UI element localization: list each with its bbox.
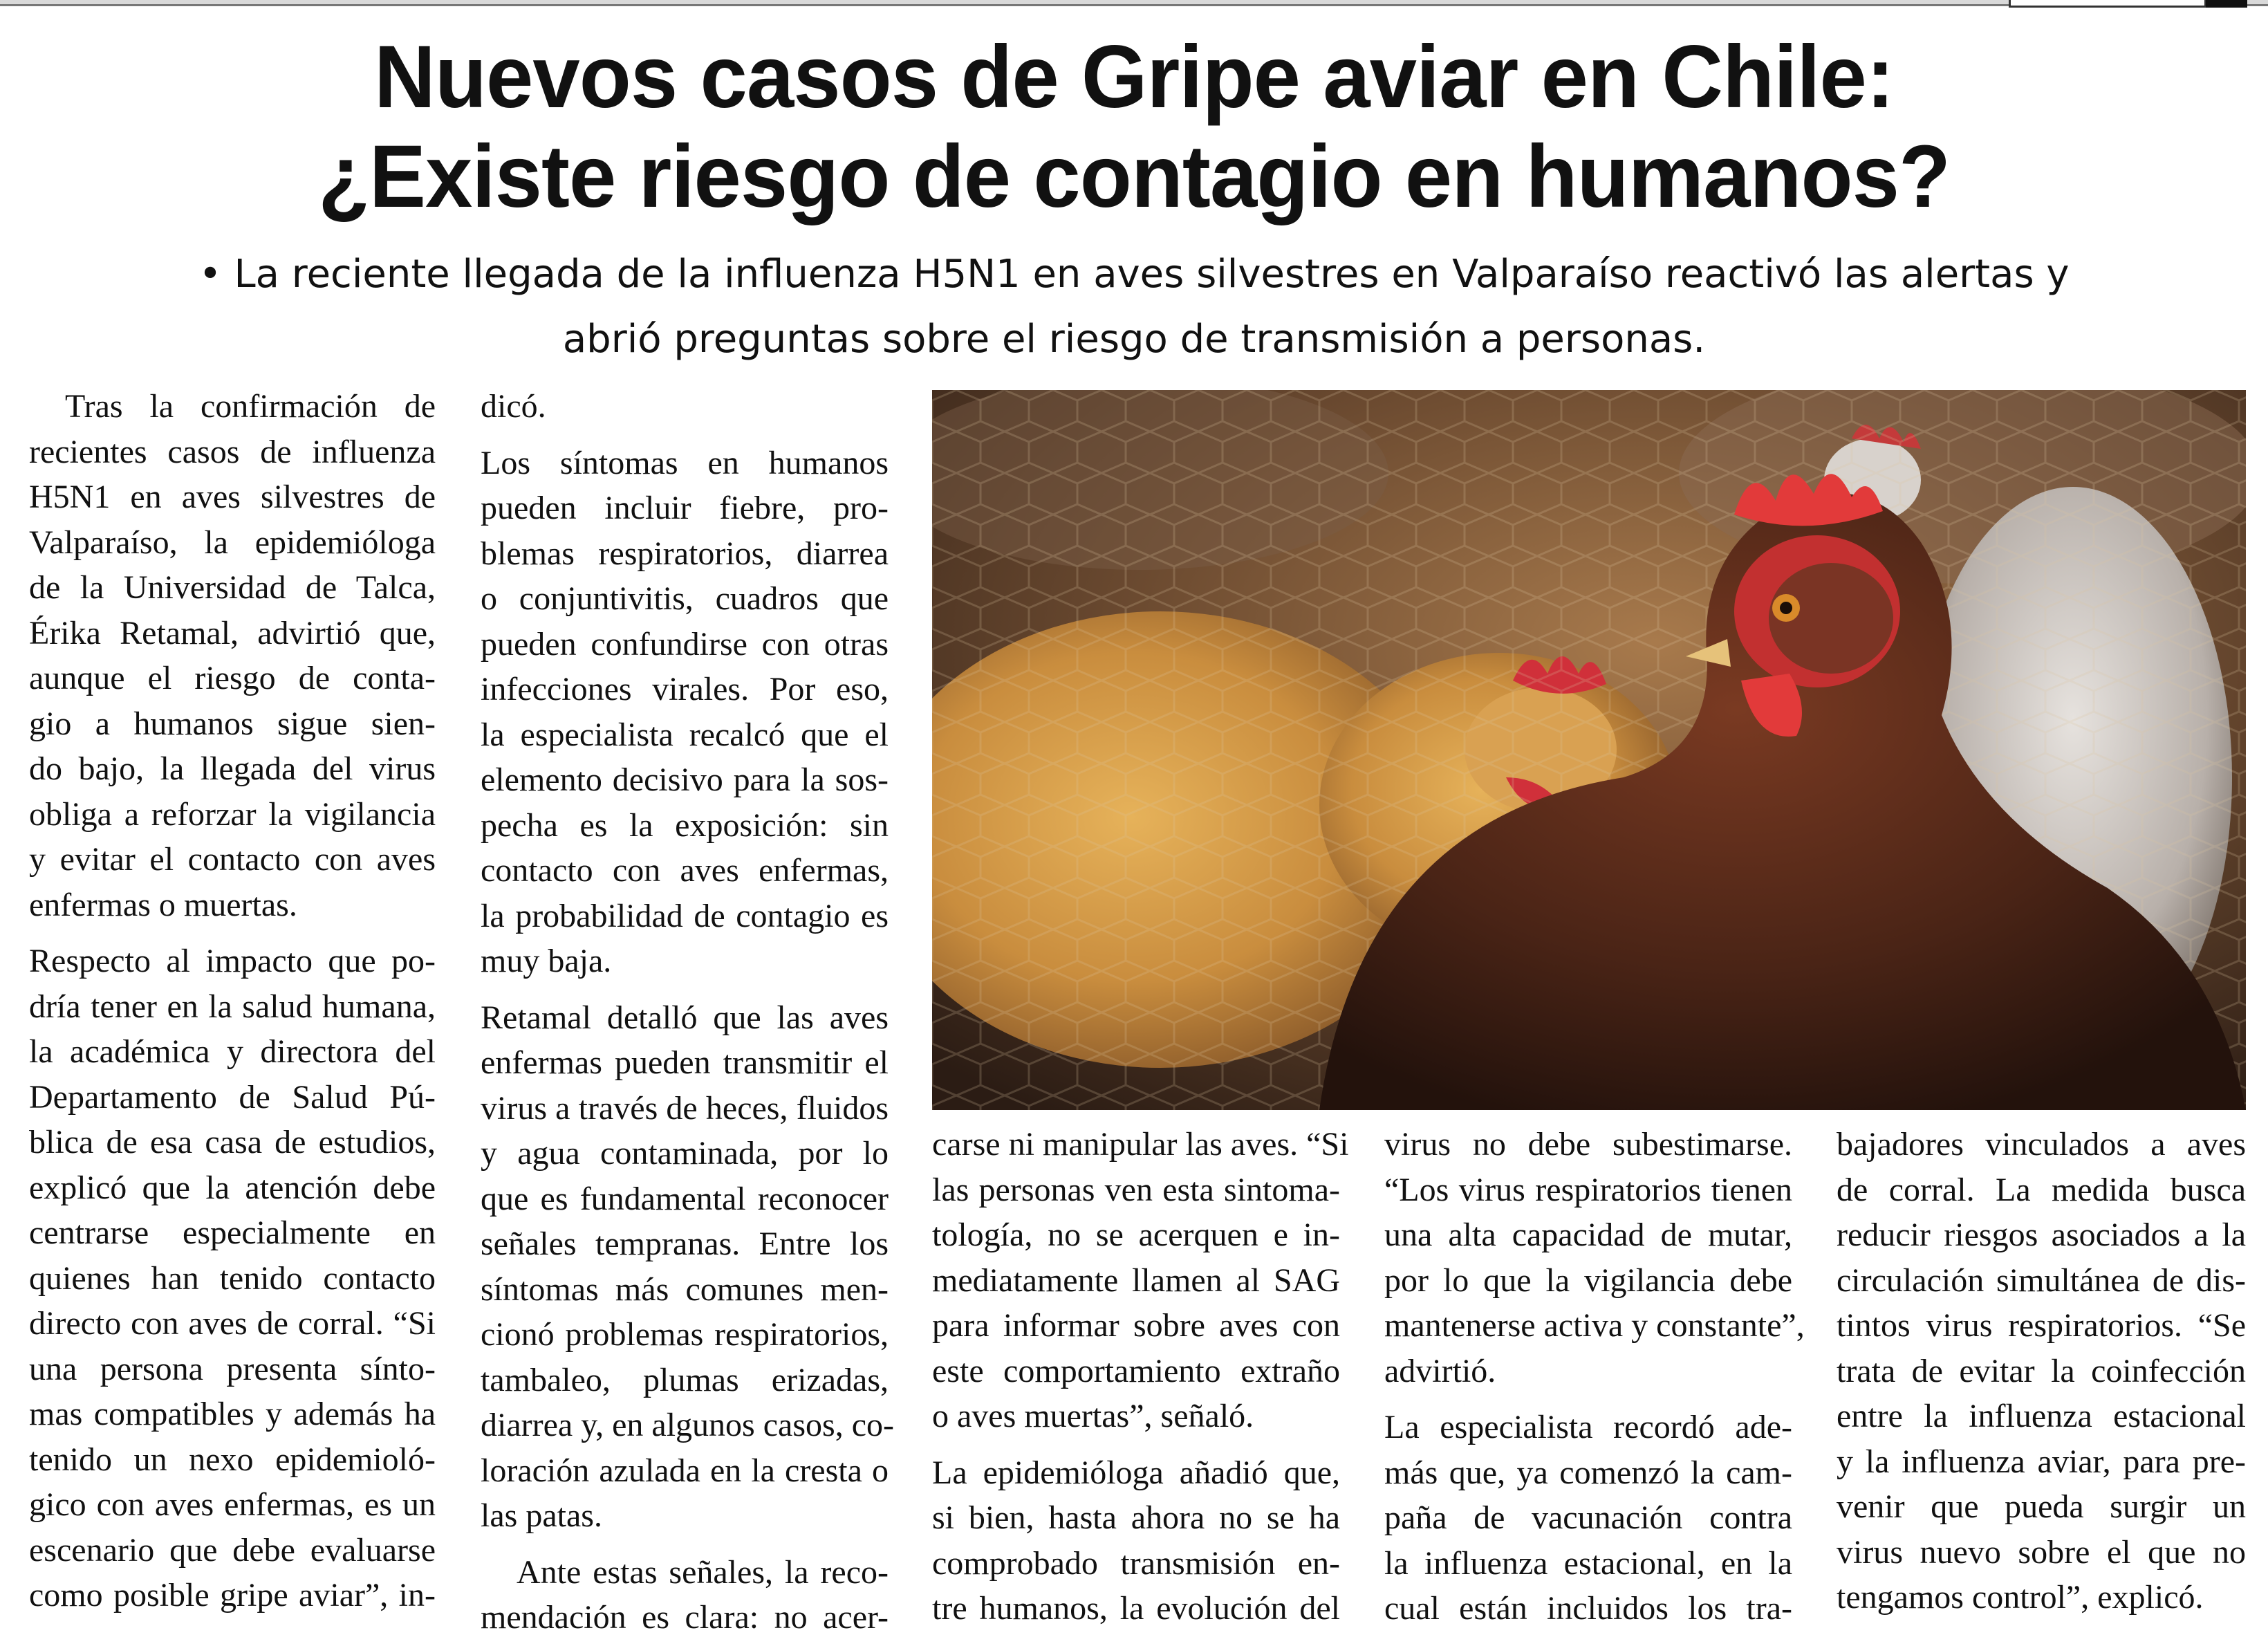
text-line: tre humanos, la evolución del bbox=[932, 1590, 1340, 1627]
text-line: virus nuevo sobre el que no bbox=[1837, 1533, 2246, 1571]
text-line: o aves muertas”, señaló. bbox=[932, 1398, 1254, 1434]
text-line: o conjuntivitis, cuadros que bbox=[481, 580, 889, 617]
text-line: tología, no se acerquen e in- bbox=[932, 1217, 1340, 1253]
text-line: gico con aves enfermas, es un bbox=[29, 1486, 436, 1523]
text-line: muy baja. bbox=[481, 943, 612, 979]
text-line: señales tempranas. Entre los bbox=[481, 1226, 889, 1262]
text-line: comprobado transmisión en- bbox=[932, 1544, 1340, 1582]
page-corner-box bbox=[2009, 0, 2206, 8]
text-line: la influenza estacional, en la bbox=[1384, 1544, 1792, 1582]
text-line: paña de vacunación contra bbox=[1384, 1499, 1792, 1536]
text-line: la académica y directora del bbox=[29, 1033, 436, 1070]
text-line: pecha es la exposición: sin bbox=[481, 806, 889, 844]
text-line: las patas. bbox=[481, 1497, 602, 1534]
text-line: Retamal detalló que las aves bbox=[481, 999, 889, 1036]
text-line: La especialista recordó ade- bbox=[1384, 1409, 1792, 1445]
text-line: Érika Retamal, advirtió que, bbox=[29, 614, 436, 651]
text-line: cionó problemas respiratorios, bbox=[481, 1316, 889, 1353]
text-line: blemas respiratorios, diarrea bbox=[481, 535, 889, 572]
text-line: Ante estas señales, la reco- bbox=[517, 1553, 889, 1591]
text-line: y evitar el contacto con aves bbox=[29, 841, 436, 878]
article-column-3 bbox=[932, 1122, 1349, 1631]
article-column-4 bbox=[1384, 1122, 1805, 1631]
text-line: dría tener en la salud humana, bbox=[29, 988, 436, 1025]
text-line: “Los virus respiratorios tienen bbox=[1384, 1171, 1792, 1208]
text-line: síntomas más comunes men- bbox=[481, 1270, 889, 1308]
text-line: tambaleo, plumas erizadas, bbox=[481, 1361, 889, 1398]
text-line: de corral. La medida busca bbox=[1837, 1171, 2246, 1208]
headline bbox=[46, 28, 2223, 227]
article-column-2 bbox=[481, 384, 894, 1640]
text-line: mendación es clara: no acer- bbox=[481, 1599, 889, 1636]
text-line: por lo que la vigilancia debe bbox=[1384, 1261, 1792, 1299]
text-line: explicó que la atención debe bbox=[29, 1169, 436, 1206]
text-line: como posible gripe aviar”, in- bbox=[29, 1577, 436, 1613]
text-line: trata de evitar la coinfección bbox=[1837, 1352, 2246, 1389]
text-line: circulación simultánea de dis- bbox=[1837, 1261, 2246, 1299]
text-line: Departamento de Salud Pú- bbox=[29, 1078, 436, 1116]
article-column-1 bbox=[29, 384, 436, 1618]
text-line: Los síntomas en humanos bbox=[481, 444, 889, 481]
text-line: aunque el riesgo de conta- bbox=[29, 660, 436, 696]
text-line: Valparaíso, la epidemióloga bbox=[29, 524, 436, 561]
text-line: venir que pueda surgir un bbox=[1837, 1488, 2246, 1525]
lead-line-1 bbox=[124, 242, 2144, 307]
text-line: entre la influenza estacional bbox=[1837, 1398, 2246, 1434]
paragraph-gap bbox=[1384, 1394, 1792, 1405]
text-line: quienes han tenido contacto bbox=[29, 1259, 436, 1297]
text-line: dicó. bbox=[481, 388, 546, 425]
lead-line-2: abrió preguntas sobre el riesgo de transmisión a personas. bbox=[562, 317, 1706, 362]
lead-paragraph bbox=[124, 242, 2144, 372]
bullet-icon: • bbox=[198, 252, 222, 297]
text-line: de la Universidad de Talca, bbox=[29, 569, 436, 606]
text-line: virus a través de heces, fluidos bbox=[481, 1089, 889, 1127]
top-rule-line bbox=[0, 4, 2268, 6]
text-line: bajadores vinculados a aves bbox=[1837, 1126, 2246, 1163]
text-line: Tras la confirmación de bbox=[65, 388, 436, 425]
text-line: recientes casos de influenza bbox=[29, 433, 436, 470]
text-line: enfermas o muertas. bbox=[29, 886, 297, 923]
paragraph-gap bbox=[481, 1539, 889, 1550]
text-line: blica de esa casa de estudios, bbox=[29, 1124, 436, 1160]
paragraph-gap bbox=[481, 984, 889, 995]
text-line: y agua contaminada, por lo bbox=[481, 1135, 889, 1172]
text-line: centrarse especialmente en bbox=[29, 1214, 436, 1251]
text-line: do bajo, la llegada del virus bbox=[29, 750, 436, 787]
lead-line-1-text: La reciente llegada de la influenza H5N1 en aves silvestres en Valparaíso reactivó las alertas y bbox=[234, 252, 2070, 297]
text-line: la probabilidad de contagio es bbox=[481, 897, 889, 934]
text-line: cual están incluidos los tra- bbox=[1384, 1590, 1792, 1627]
text-line: infecciones virales. Por eso, bbox=[481, 671, 889, 708]
text-line: una persona presenta sínto- bbox=[29, 1350, 436, 1387]
text-line: si bien, hasta ahora no se ha bbox=[932, 1499, 1340, 1536]
paragraph-gap bbox=[481, 429, 889, 441]
text-line: mantenerse activa y constante”, bbox=[1384, 1307, 1805, 1344]
text-line: y la influenza aviar, para pre- bbox=[1837, 1443, 2246, 1480]
text-line: carse ni manipular las aves. “Si bbox=[932, 1126, 1349, 1163]
text-line: La epidemióloga añadió que, bbox=[932, 1454, 1340, 1491]
text-line: una alta capacidad de mutar, bbox=[1384, 1217, 1792, 1253]
text-line: directo con aves de corral. “Si bbox=[29, 1305, 436, 1342]
text-line: pueden incluir fiebre, pro- bbox=[481, 490, 889, 526]
text-line: diarrea y, en algunos casos, co- bbox=[481, 1407, 894, 1443]
headline-line-1: Nuevos casos de Gripe aviar en Chile: bbox=[374, 28, 1894, 127]
text-line: enfermas pueden transmitir el bbox=[481, 1044, 889, 1081]
paragraph-gap bbox=[932, 1439, 1340, 1450]
text-line: advirtió. bbox=[1384, 1352, 1496, 1389]
text-line: mas compatibles y además ha bbox=[29, 1396, 436, 1432]
text-line: Respecto al impacto que po- bbox=[29, 943, 436, 979]
headline-line-2: ¿Existe riesgo de contagio en humanos? bbox=[317, 127, 1951, 226]
text-line: tintos virus respiratorios. “Se bbox=[1837, 1307, 2246, 1344]
paragraph-gap bbox=[29, 927, 436, 938]
text-line: contacto con aves enfermas, bbox=[481, 852, 889, 889]
article-column-5 bbox=[1837, 1122, 2246, 1620]
text-line: escenario que debe evaluarse bbox=[29, 1531, 436, 1569]
text-line: mediatamente llamen al SAG bbox=[932, 1261, 1340, 1299]
text-line: tengamos control”, explicó. bbox=[1837, 1579, 2204, 1616]
text-line: para informar sobre aves con bbox=[932, 1307, 1340, 1344]
text-line: loración azulada en la cresta o bbox=[481, 1452, 889, 1489]
text-line: elemento decisivo para la sos- bbox=[481, 761, 889, 798]
text-line: pueden confundirse con otras bbox=[481, 625, 889, 663]
text-line: más que, ya comenzó la cam- bbox=[1384, 1454, 1792, 1491]
text-line: la especialista recalcó que el bbox=[481, 716, 889, 753]
text-line: reducir riesgos asociados a la bbox=[1837, 1217, 2246, 1253]
page-corner-mark bbox=[2206, 0, 2247, 8]
text-line: obliga a reforzar la vigilancia bbox=[29, 795, 436, 833]
text-line: que es fundamental reconocer bbox=[481, 1180, 889, 1217]
text-line: las personas ven esta sintoma- bbox=[932, 1171, 1340, 1208]
text-line: virus no debe subestimarse. bbox=[1384, 1126, 1792, 1163]
text-line: este comportamiento extraño bbox=[932, 1352, 1340, 1389]
text-line: tenido un nexo epidemioló- bbox=[29, 1441, 436, 1478]
chickens-illustration bbox=[932, 390, 2246, 1110]
text-line: gio a humanos sigue sien- bbox=[29, 705, 436, 742]
chickens-photo bbox=[932, 390, 2246, 1110]
text-line: H5N1 en aves silvestres de bbox=[29, 479, 436, 515]
